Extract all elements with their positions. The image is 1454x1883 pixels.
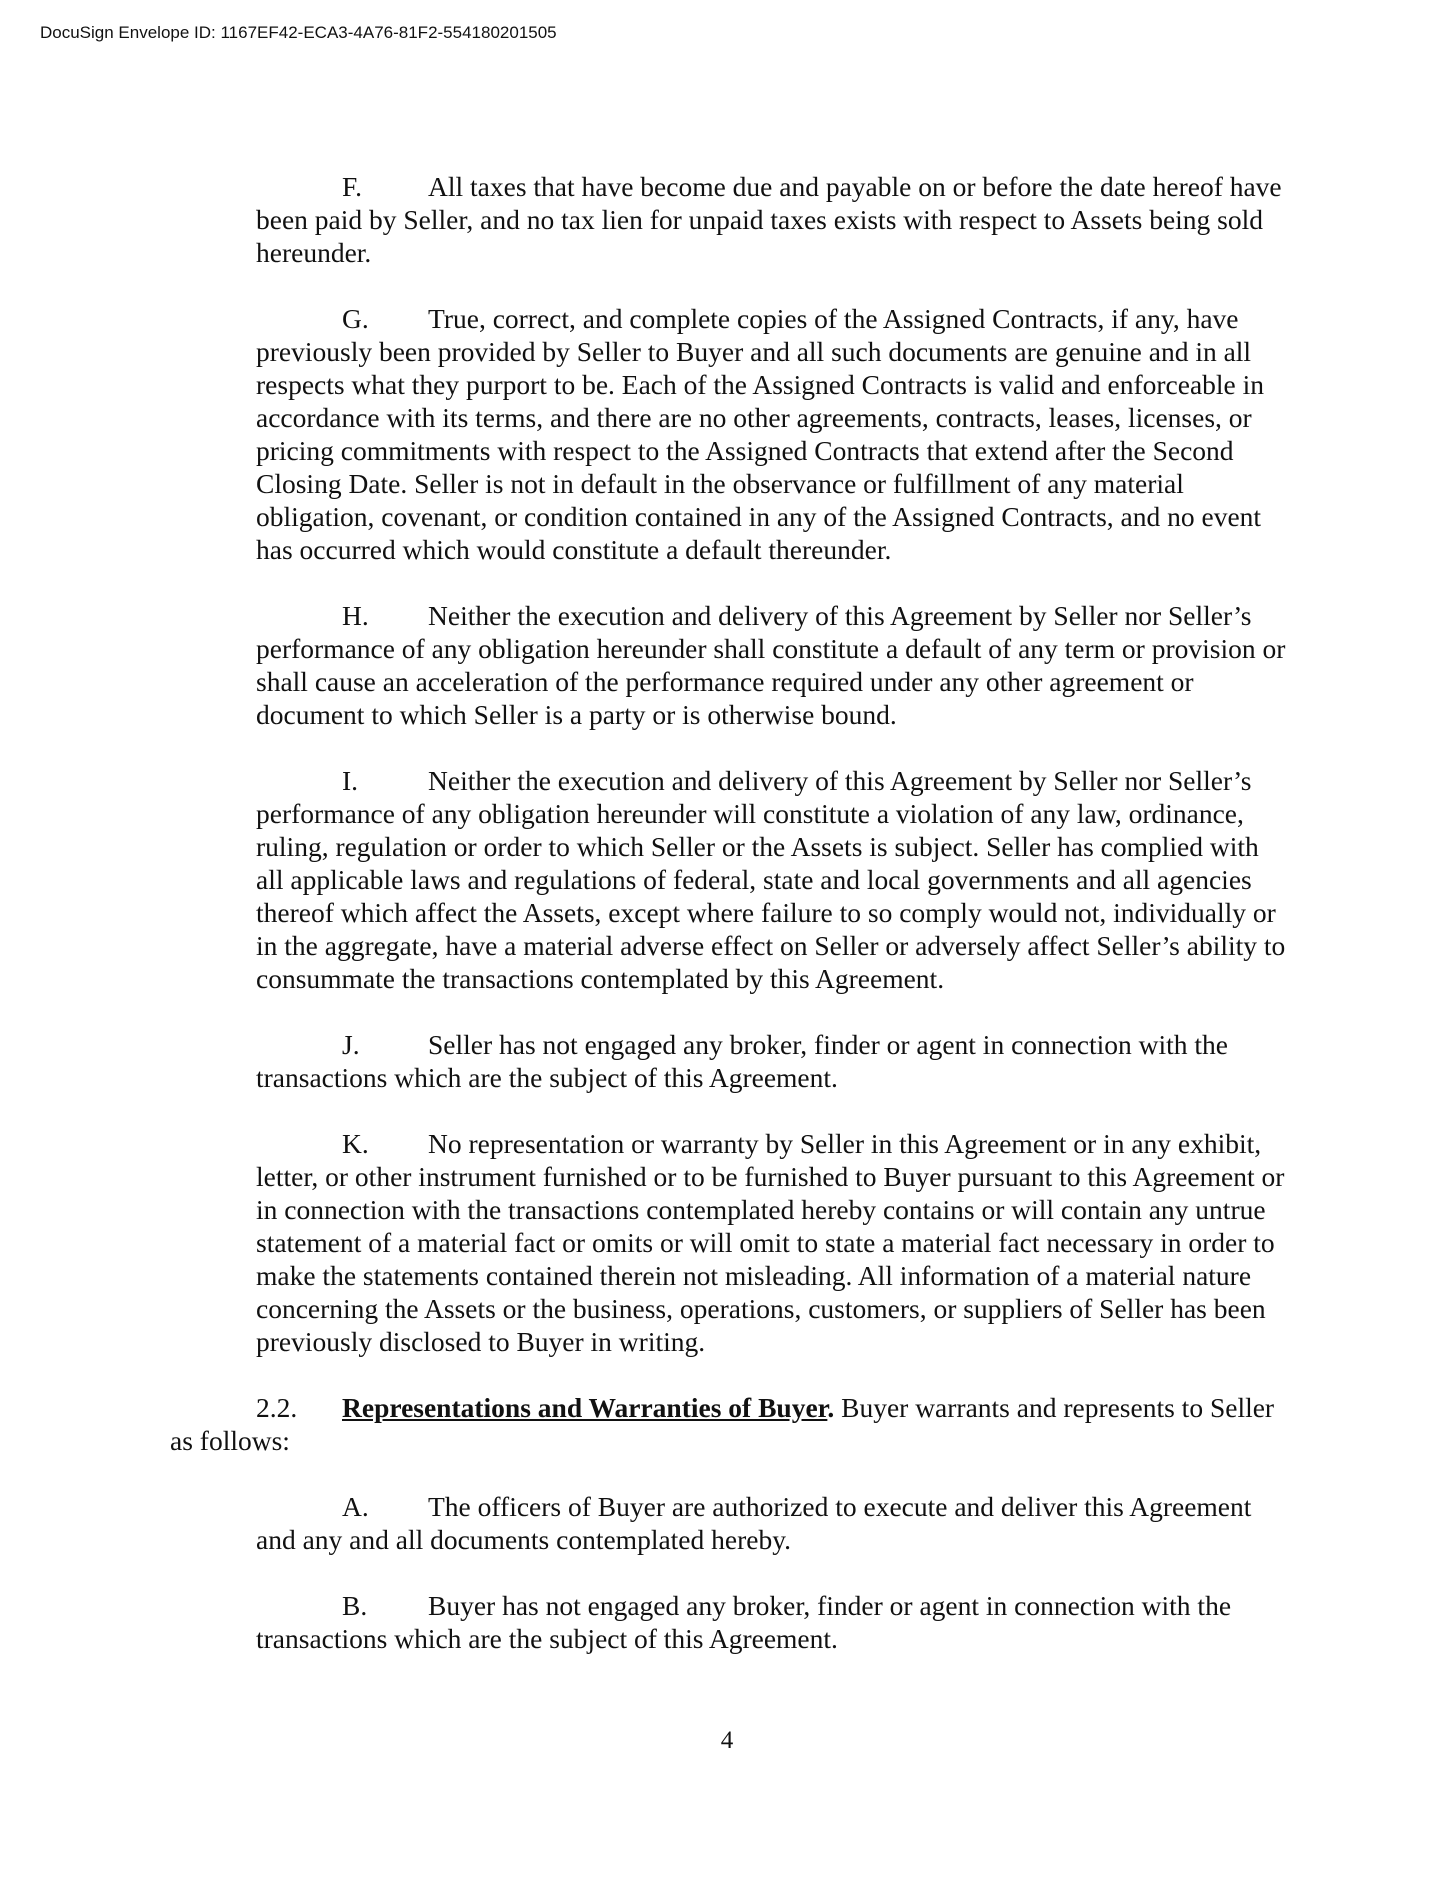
clause-text: Neither the execution and delivery of this Agreement by Seller nor Seller’s performance of any obligation hereunder shall constitute a default of any term or provision or shall cause an acceleration of the performance required under any other agreement or document to which Seller is a party or is otherwise bound. [256,600,1286,730]
clause-g [256,302,1286,566]
clause-k [256,1127,1286,1358]
clause-i [256,764,1286,995]
buyer-clause-a [256,1490,1286,1556]
docusign-envelope-id: DocuSign Envelope ID: 1167EF42-ECA3-4A76-81F2-554180201505 [40,23,557,42]
clause-letter: F. [342,171,362,202]
clause-letter: A. [342,1491,369,1522]
section-number: 2.2. [256,1392,298,1423]
page-number: 4 [720,1727,734,1754]
clause-f [256,170,1286,269]
clause-j [256,1028,1286,1094]
document-body [170,170,1286,1688]
clause-h [256,599,1286,731]
section-heading-period: . [827,1392,835,1423]
clause-letter: I. [342,765,359,796]
clause-text: No representation or warranty by Seller in this Agreement or in any exhibit, letter, or other instrument furnished or to be furnished to Buyer pursuant to this Agreement or in connection with the transactions contemplated hereby contains or will contain any untrue statement of a material fact or omits or will omit to state a material fact necessary in order to make the statements contained therein not misleading. All information of a material nature concerning the Assets or the business, operations, customers, or suppliers of Seller has been previously disclosed to Buyer in writing. [256,1128,1285,1357]
section-2-2 [170,1391,1286,1457]
clause-text: Buyer has not engaged any broker, finder or agent in connection with the transactions which are the subject of this Agreement. [256,1590,1232,1654]
clause-text: The officers of Buyer are authorized to execute and deliver this Agreement and any and all documents contemplated hereby. [256,1491,1252,1555]
clause-letter: K. [342,1128,369,1159]
clause-letter: J. [342,1029,360,1060]
clause-text: Seller has not engaged any broker, finder or agent in connection with the transactions which are the subject of this Agreement. [256,1029,1228,1093]
clause-letter: G. [342,303,369,334]
buyer-clause-b [256,1589,1286,1655]
clause-text: Neither the execution and delivery of this Agreement by Seller nor Seller’s performance of any obligation hereunder will constitute a violation of any law, ordinance, ruling, regulation or order to which Seller or the Assets is subject. Seller has complied with all applicable laws and regulations of federal, state and local governments and all agencies thereof which affect the Assets, except where failure to so comply would not, individually or in the aggregate, have a material adverse effect on Seller or adversely affect Seller’s ability to consummate the transactions contemplated by this Agreement. [256,765,1286,994]
clause-text: True, correct, and complete copies of the Assigned Contracts, if any, have previously been provided by Seller to Buyer and all such documents are genuine and in all respects what they purport to be. Each of the Assigned Contracts is valid and enforceable in accordance with its terms, and there are no other agreements, contracts, leases, licenses, or pricing commitments with respect to the Assigned Contracts that extend after the Second Closing Date. Seller is not in default in the observance or fulfillment of any material obligation, covenant, or condition contained in any of the Assigned Contracts, and no event has occurred which would constitute a default thereunder. [256,303,1265,565]
section-intro-text: Buyer warrants and represents to Seller as follows: [170,1392,1275,1456]
section-heading: Representations and Warranties of Buyer [342,1392,828,1423]
clause-text: All taxes that have become due and payable on or before the date hereof have been paid by Seller, and no tax lien for unpaid taxes exists with respect to Assets being sold hereunder. [256,171,1282,268]
clause-letter: H. [342,600,369,631]
clause-letter: B. [342,1590,368,1621]
